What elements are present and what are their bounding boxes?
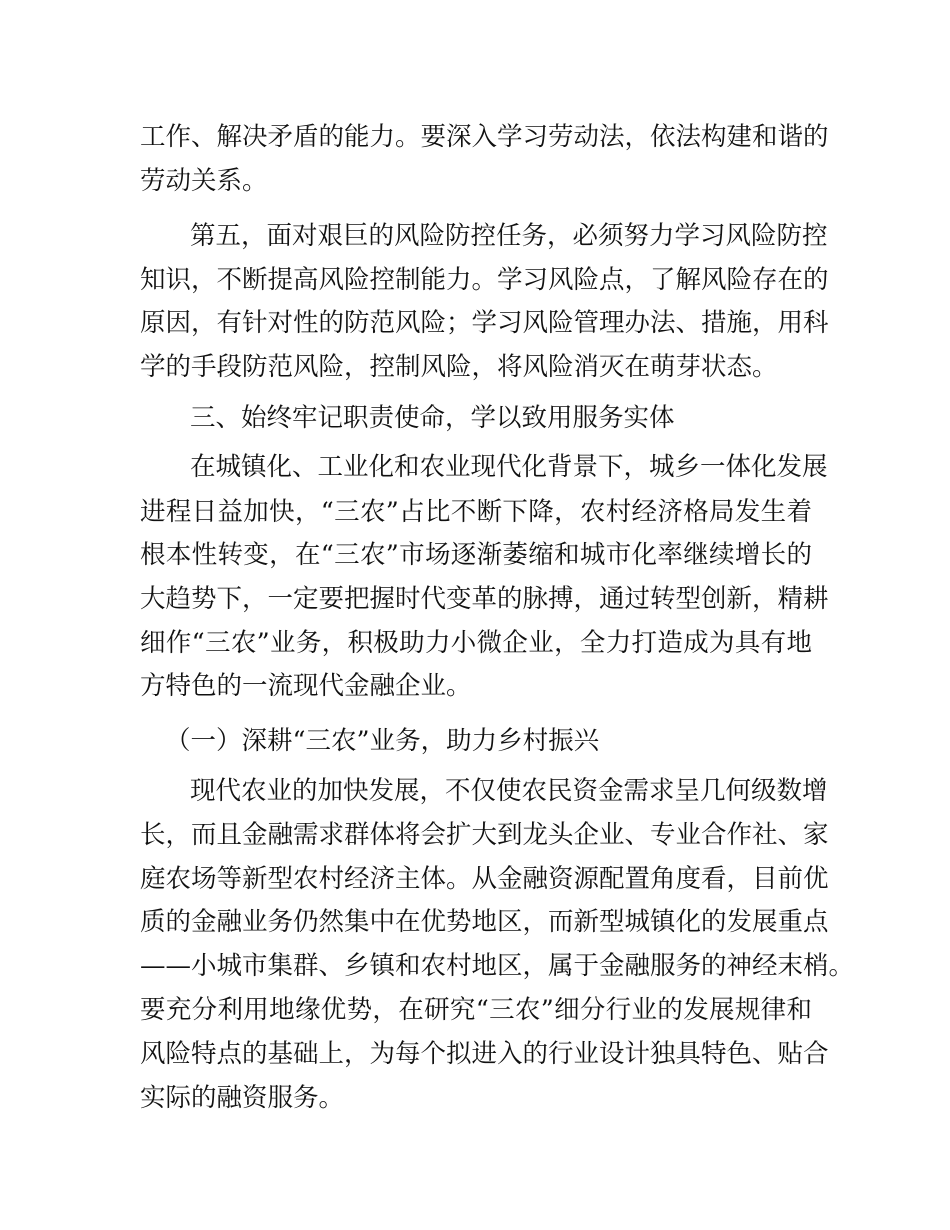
paragraph-line: 风险特点的基础上，为每个拟进入的行业设计独具特色、贴合 [140,1039,829,1069]
paragraph-line: 劳动关系。 [140,166,268,196]
paragraph-line: 学的手段防范风险，控制风险，将风险消灭在萌芽状态。 [140,352,778,382]
paragraph-line: 庭农场等新型农村经济主体。从金融资源配置角度看，目前优 [140,864,829,894]
paragraph-line: 实际的融资服务。 [140,1083,345,1113]
paragraph-line: 工作、解决矛盾的能力。要深入学习劳动法，依法构建和谐的 [140,122,829,152]
subsection-heading: （一）深耕“三农”业务，助力乡村振兴 [165,726,600,756]
paragraph-line: 质的金融业务仍然集中在优势地区，而新型城镇化的发展重点 [140,907,829,937]
paragraph-line: 进程日益加快，“三农”占比不断下降，农村经济格局发生着 [140,497,812,527]
paragraph-line: 第五，面对艰巨的风险防控任务，必须努力学习风险防控 [190,221,828,251]
paragraph-line: 现代农业的加快发展，不仅使农民资金需求呈几何级数增 [190,776,828,806]
paragraph-line: 大趋势下，一定要把握时代变革的脉搏，通过转型创新，精耕 [140,584,829,614]
paragraph-line: 原因，有针对性的防范风险；学习风险管理办法、措施，用科 [140,308,829,338]
paragraph-line: 细作“三农”业务，积极助力小微企业，全力打造成为具有地 [140,628,812,658]
paragraph-line: 长，而且金融需求群体将会扩大到龙头企业、专业合作社、家 [140,820,829,850]
paragraph-line: 在城镇化、工业化和农业现代化背景下，城乡一体化发展 [190,452,828,482]
paragraph-line: 知识，不断提高风险控制能力。学习风险点，了解风险存在的 [140,265,829,295]
paragraph-line: 根本性转变，在“三农”市场逐渐萎缩和城市化率继续增长的 [140,540,812,570]
paragraph-line: 方特色的一流现代金融企业。 [140,671,472,701]
section-heading: 三、始终牢记职责使命，学以致用服务实体 [190,403,675,433]
paragraph-line: ——小城市集群、乡镇和农村地区，属于金融服务的神经末梢。 [140,951,855,981]
paragraph-line: 要充分利用地缘优势，在研究“三农”细分行业的发展规律和 [140,995,812,1025]
